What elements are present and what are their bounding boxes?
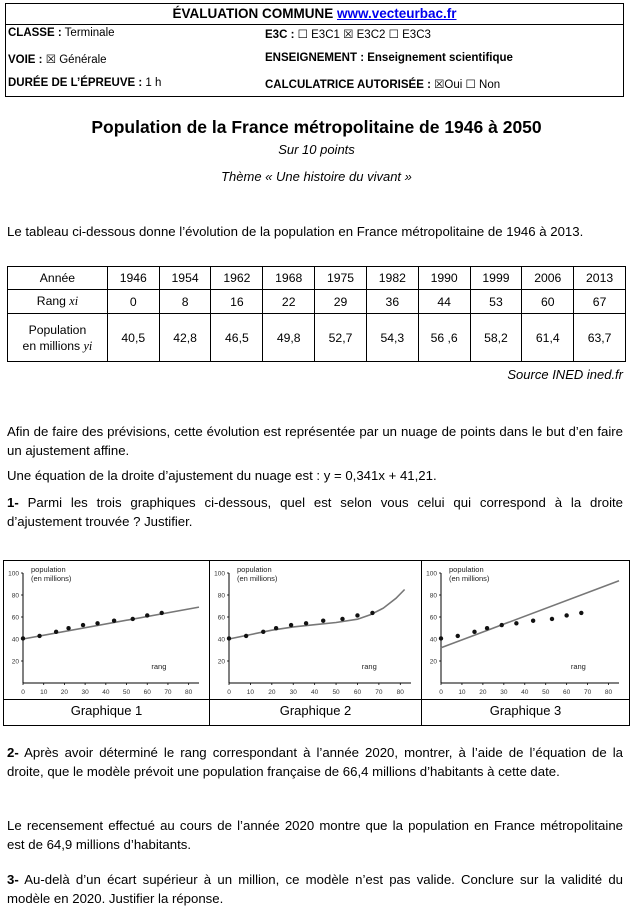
table-cell: 42,8 (159, 314, 211, 362)
x-tick-label: 80 (185, 689, 193, 696)
table-cell: 1962 (211, 267, 263, 290)
x-tick-label: 50 (542, 689, 550, 696)
x-tick-label: 20 (479, 689, 487, 696)
table-cell: 1975 (315, 267, 367, 290)
x-tick-label: 40 (521, 689, 529, 696)
table-row (8, 267, 626, 290)
recensement-paragraph: Le recensement effectué au cours de l’année 2020 montre que la population en France métropolitaine est de 64,9 millions d’habitants. (7, 818, 623, 852)
table-cell: 61,4 (522, 314, 574, 362)
table-cell: 1999 (470, 267, 522, 290)
y-axis-label: (en millions) (449, 574, 490, 583)
x-tick-label: 80 (604, 689, 613, 696)
intro-paragraph: Le tableau ci-dessous donne l’évolution de la population en France métropolitaine de 1946 à 2013. (7, 224, 584, 239)
x-tick-label: 10 (458, 689, 466, 696)
data-point (21, 636, 25, 640)
duree-field: DURÉE DE L’ÉPREUVE : 1 h (8, 77, 162, 89)
page-title: Population de la France métropolitaine de 1946 à 2050 (91, 117, 542, 137)
table-cell: 36 (366, 290, 418, 314)
data-point (564, 613, 568, 617)
checkbox-checked-icon: ☒ (434, 79, 445, 91)
data-point (500, 623, 504, 627)
theme-subtitle: Thème « Une histoire du vivant » (221, 169, 412, 184)
checkbox-empty-icon: ☐ (388, 29, 399, 41)
table-cell: 2006 (522, 267, 574, 290)
prevision-paragraph: Afin de faire des prévisions, cette évolution est représentée par un nuage de points dans le but d’en faire un ajustement affine. (7, 424, 623, 458)
fit-line (441, 581, 619, 648)
data-point (274, 626, 278, 630)
x-axis-label: rang (570, 662, 586, 671)
y-axis-label: (en millions) (31, 574, 72, 583)
y-tick-label: 60 (217, 614, 225, 622)
enseignement-field: ENSEIGNEMENT : Enseignement scientifique (265, 52, 513, 64)
table-cell: 60 (522, 290, 574, 314)
table-cell: 22 (263, 290, 315, 314)
table-cell: 63,7 (574, 314, 626, 362)
data-point (439, 636, 443, 640)
x-tick-label: 60 (143, 689, 151, 696)
x-tick-label: 50 (332, 689, 340, 696)
graph-3-svg (422, 561, 629, 699)
graph-2 (210, 561, 421, 725)
x-tick-label: 70 (164, 689, 172, 696)
y-tick-label: 40 (217, 636, 225, 644)
site-link[interactable]: www.vecteurbac.fr (336, 6, 457, 21)
header-title (6, 4, 623, 25)
table-header-cell: Rang xi (8, 290, 108, 314)
data-point (550, 617, 554, 621)
equation-paragraph: Une équation de la droite d’ajustement du nuage est : y = 0,341x + 41,21. (7, 468, 437, 483)
x-tick-label: 60 (353, 689, 362, 696)
y-tick-label: 60 (11, 614, 19, 622)
x-tick-label: 20 (60, 689, 69, 696)
table-cell: 56 ,6 (418, 314, 470, 362)
checkbox-empty-icon: ☐ (297, 29, 308, 41)
y-tick-label: 80 (429, 592, 437, 600)
data-point (145, 613, 149, 617)
x-tick-label: 40 (311, 689, 319, 696)
x-tick-label: 60 (563, 689, 571, 696)
table-row (8, 314, 626, 362)
population-table (7, 266, 626, 362)
data-point (289, 623, 293, 627)
data-point (456, 634, 460, 638)
table-cell: 49,8 (263, 314, 315, 362)
x-axis-label: rang (151, 662, 167, 671)
fit-line (23, 607, 199, 639)
x-tick-label: 0 (439, 689, 443, 696)
y-tick-label: 80 (11, 592, 19, 600)
x-tick-label: 50 (122, 689, 131, 696)
y-tick-label: 40 (11, 636, 19, 644)
data-point (54, 630, 58, 634)
table-cell: 52,7 (315, 314, 367, 362)
fit-curve (229, 590, 405, 640)
table-cell: 0 (107, 290, 159, 314)
data-point (95, 621, 99, 625)
y-tick-label: 100 (214, 570, 225, 578)
checkbox-empty-icon: ☐ (465, 79, 476, 91)
graph-1-caption: Graphique 1 (4, 699, 209, 726)
data-point (227, 636, 231, 640)
table-cell: 58,2 (470, 314, 522, 362)
graphs-panel (3, 560, 630, 726)
data-point (355, 613, 359, 617)
table-cell: 40,5 (107, 314, 159, 362)
y-axis-label: population (449, 565, 484, 574)
table-cell: 1954 (159, 267, 211, 290)
e3c-field: E3C : ☐ E3C1 ☒ E3C2 ☐ E3C3 (265, 29, 431, 41)
table-cell: 53 (470, 290, 522, 314)
source-note: Source INED ined.fr (507, 367, 623, 382)
x-tick-label: 30 (81, 689, 89, 696)
data-point (37, 634, 41, 638)
x-tick-label: 70 (583, 689, 592, 696)
data-point (66, 626, 70, 630)
question-3: 3- Au-delà d’un écart supérieur à un million, ce modèle n’est pas valide. Conclure sur la validité du modèle en 2020. Justifier la réponse. (7, 872, 624, 906)
y-tick-label: 40 (429, 636, 437, 644)
checkbox-checked-icon: ☒ (343, 29, 354, 41)
table-cell: 8 (159, 290, 211, 314)
table-row (8, 290, 626, 314)
table-header-cell: Population en millions yi (8, 314, 108, 362)
y-axis-label: population (237, 565, 272, 574)
graph-2-caption: Graphique 2 (210, 699, 421, 726)
data-point (472, 630, 476, 634)
y-tick-label: 60 (429, 614, 437, 622)
table-cell: 2013 (574, 267, 626, 290)
table-cell: 1946 (107, 267, 159, 290)
data-point (131, 617, 135, 621)
graph-3 (422, 561, 629, 725)
x-tick-label: 40 (102, 689, 110, 696)
x-tick-label: 0 (227, 689, 231, 696)
data-point (514, 621, 518, 625)
x-tick-label: 0 (21, 689, 25, 696)
classe-field: CLASSE : Terminale (8, 27, 115, 39)
voie-field: VOIE : ☒ Générale (8, 54, 107, 66)
y-tick-label: 100 (426, 570, 437, 578)
y-tick-label: 80 (217, 592, 225, 600)
table-cell: 1982 (366, 267, 418, 290)
data-point (112, 619, 116, 623)
data-point (321, 619, 325, 623)
table-cell: 1990 (418, 267, 470, 290)
data-point (81, 623, 85, 627)
table-cell: 16 (211, 290, 263, 314)
y-tick-label: 100 (8, 570, 19, 578)
data-point (244, 634, 248, 638)
graph-1-svg (4, 561, 209, 699)
x-tick-label: 30 (289, 689, 297, 696)
table-cell: 46,5 (211, 314, 263, 362)
graph-2-svg (210, 561, 421, 699)
data-point (160, 611, 164, 615)
y-axis-label: population (31, 565, 66, 574)
calculatrice-field: CALCULATRICE AUTORISÉE : ☒Oui ☐ Non (265, 79, 501, 91)
x-tick-label: 10 (246, 689, 255, 696)
data-point (579, 611, 583, 615)
header-box (5, 3, 624, 97)
data-point (531, 619, 535, 623)
x-tick-label: 20 (268, 689, 276, 696)
data-point (370, 611, 374, 615)
y-tick-label: 20 (217, 658, 225, 666)
x-tick-label: 30 (500, 689, 508, 696)
data-point (340, 617, 344, 621)
y-axis-label: (en millions) (237, 574, 278, 583)
data-point (485, 626, 489, 630)
x-tick-label: 10 (40, 689, 48, 696)
checkbox-checked-icon: ☒ (45, 54, 57, 66)
table-cell: 29 (315, 290, 367, 314)
question-2: 2- Après avoir déterminé le rang correspondant à l’année 2020, montrer, à l’aide de l’équation de la droite, que le modèle prévoit une population française de 66,4 millions d’habitants à cette date. (7, 745, 624, 779)
y-tick-label: 20 (11, 658, 19, 666)
x-tick-label: 70 (375, 689, 383, 696)
data-point (304, 621, 308, 625)
y-tick-label: 20 (429, 658, 437, 666)
table-cell: 54,3 (366, 314, 418, 362)
graph-3-caption: Graphique 3 (422, 699, 629, 726)
evaluation-title: ÉVALUATION COMMUNE (172, 6, 334, 21)
data-point (261, 630, 265, 634)
table-cell: 44 (418, 290, 470, 314)
x-axis-label: rang (361, 662, 377, 671)
question-1: 1- Parmi les trois graphiques ci-dessous, quel est selon vous celui qui correspond à la droite d’ajustement trouvée ? Justifier. (7, 495, 623, 529)
table-cell: 1968 (263, 267, 315, 290)
table-cell: 67 (574, 290, 626, 314)
table-header-cell: Année (8, 267, 108, 290)
graph-1 (4, 561, 209, 725)
x-tick-label: 80 (396, 689, 404, 696)
points-subtitle: Sur 10 points (278, 142, 355, 157)
